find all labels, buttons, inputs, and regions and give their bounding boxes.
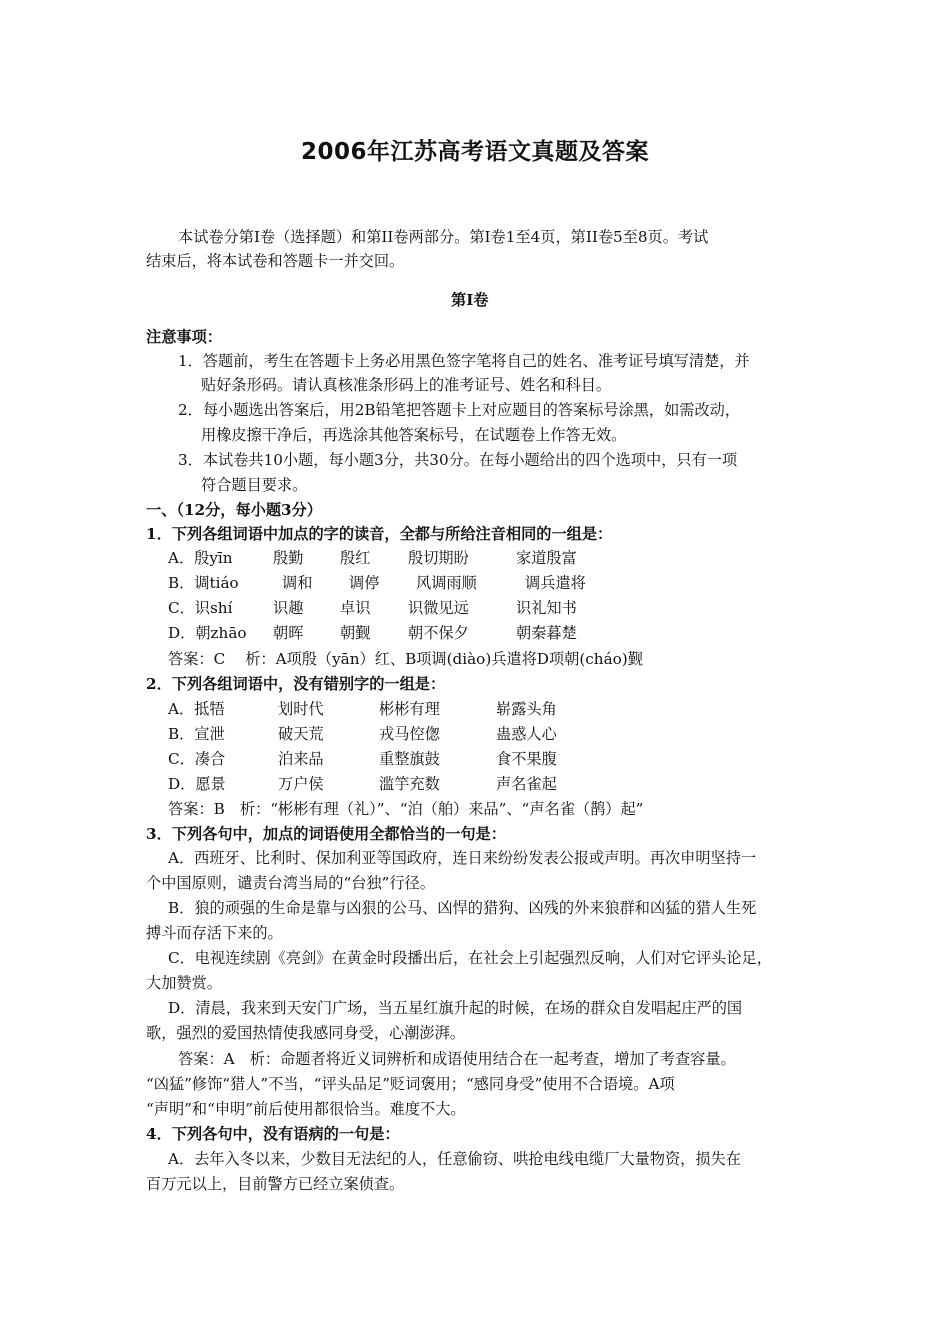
option-word: 卓识 [340,599,371,617]
intro-line: 本试卷分第Ⅰ卷（选择题）和第II卷两部分。第Ⅰ卷1至4页，第II卷5至8页。考试 [178,228,709,246]
option-word: 食不果腹 [496,750,557,768]
part-heading: 一、（12分，每小题3分） [146,501,322,519]
option-word: 戎马倥偬 [379,725,440,743]
question-stem: 3．下列各句中，加点的词语使用全都恰当的一句是： [146,825,506,843]
option-label: D．愿景 [168,775,226,793]
paragraph-line: 歌，强烈的爱国热情使我感同身受，心潮澎湃。 [146,1024,465,1042]
option-word: 风调雨顺 [416,574,477,592]
notice-line: 贴好条形码。请认真核准条形码上的准考证号、姓名和科目。 [201,376,612,394]
option-label: C．凑合 [168,750,226,768]
notice-line: 用橡皮擦干净后，再选涂其他答案标号，在试题卷上作答无效。 [201,426,627,444]
option-word: 殷红 [340,549,371,567]
paragraph-line: 百万元以上，目前警方已经立案侦查。 [146,1175,405,1193]
notice-line: 符合题目要求。 [201,476,308,494]
paragraph-line: C．电视连续剧《亮剑》在黄金时段播出后，在社会上引起强烈反响，人们对它评头论足， [168,949,772,967]
option-word: 泊来品 [278,750,324,768]
option-label: D．朝zhāo [168,624,247,642]
paragraph-line: A．去年入冬以来，少数目无法纪的人，任意偷窃、哄抢电线电缆厂大量物资，损失在 [168,1150,741,1168]
paragraph-line: A．西班牙、比利时、保加利亚等国政府，连日来纷纷发表公报或声明。再次申明坚持一 [168,849,757,867]
notice-line: 1．答题前，考生在答题卡上务必用黑色签字笔将自己的姓名、准考证号填写清楚，并 [178,352,750,370]
option-word: 声名雀起 [496,775,557,793]
option-word: 调停 [349,574,380,592]
paragraph-line: 搏斗而存活下来的。 [146,924,283,942]
notice-line: 3．本试卷共10小题，每小题3分，共30分。在每小题给出的四个选项中，只有一项 [178,451,738,469]
option-word: 划时代 [278,700,324,718]
option-word: 朝秦暮楚 [516,624,577,642]
answer-line: “凶猛”修饰“猎人”不当，“评头品足”贬词褒用；“感同身受”使用不合语境。A项 [146,1075,675,1093]
answer-line: “声明”和“申明”前后使用都很恰当。难度不大。 [146,1100,466,1118]
section-heading: 第Ⅰ卷 [451,291,489,309]
question-stem: 2．下列各组词语中，没有错别字的一组是： [146,675,446,693]
option-label: B．宣泄 [168,725,225,743]
paragraph-line: B．狼的顽强的生命是靠与凶狠的公马、凶悍的猎狗、凶残的外来狼群和凶猛的猎人生死 [168,899,757,917]
option-word: 破天荒 [278,725,324,743]
option-word: 调兵遣将 [525,574,586,592]
paragraph-line: 大加赞赏。 [146,974,222,992]
option-word: 彬彬有理 [379,700,440,718]
option-word: 识礼知书 [516,599,577,617]
notice-heading: 注意事项： [146,328,222,346]
intro-line: 结束后，将本试卷和答题卡一并交回。 [146,252,405,270]
option-word: 识趣 [273,599,304,617]
option-word: 朝晖 [273,624,304,642]
paragraph-line: D．清晨，我来到天安门广场，当五星红旗升起的时候，在场的群众自发唱起庄严的国 [168,999,743,1017]
paragraph-line: 个中国原则，谴责台湾当局的“台独”行径。 [146,874,435,892]
question-stem: 4．下列各句中，没有语病的一句是： [146,1125,400,1143]
option-word: 重整旗鼓 [379,750,440,768]
option-word: 崭露头角 [496,700,557,718]
option-word: 朝不保夕 [408,624,469,642]
answer-line: 答案：A 析：命题者将近义词辨析和成语使用结合在一起考查，增加了考查容量。 [178,1050,736,1068]
option-word: 朝觐 [340,624,371,642]
answer-line: 答案：B 析：“彬彬有理（礼）”、“泊（舶）来品”、“声名雀（鹊）起” [168,800,644,818]
option-label: A．殷yīn [168,549,233,567]
option-label: B．调tiáo [168,574,239,592]
option-label: C．识shí [168,599,233,617]
option-word: 殷切期盼 [408,549,469,567]
notice-line: 2．每小题选出答案后，用2B铅笔把答题卡上对应题目的答案标号涂黑，如需改动， [178,401,741,419]
option-word: 家道殷富 [516,549,577,567]
option-word: 滥竽充数 [379,775,440,793]
option-word: 识微见远 [408,599,469,617]
question-stem: 1．下列各组词语中加点的字的读音，全都与所给注音相同的一组是： [146,525,613,543]
option-word: 调和 [282,574,313,592]
option-word: 万户侯 [278,775,324,793]
page-title: 2006年江苏高考语文真题及答案 [300,139,649,165]
option-word: 殷勤 [273,549,304,567]
answer-line: 答案：C 析：A项殷（yān）红、B项调(diào)兵遣将D项朝(cháo)觐 [168,650,643,668]
option-word: 蛊惑人心 [496,725,557,743]
option-label: A．抵牾 [168,700,225,718]
